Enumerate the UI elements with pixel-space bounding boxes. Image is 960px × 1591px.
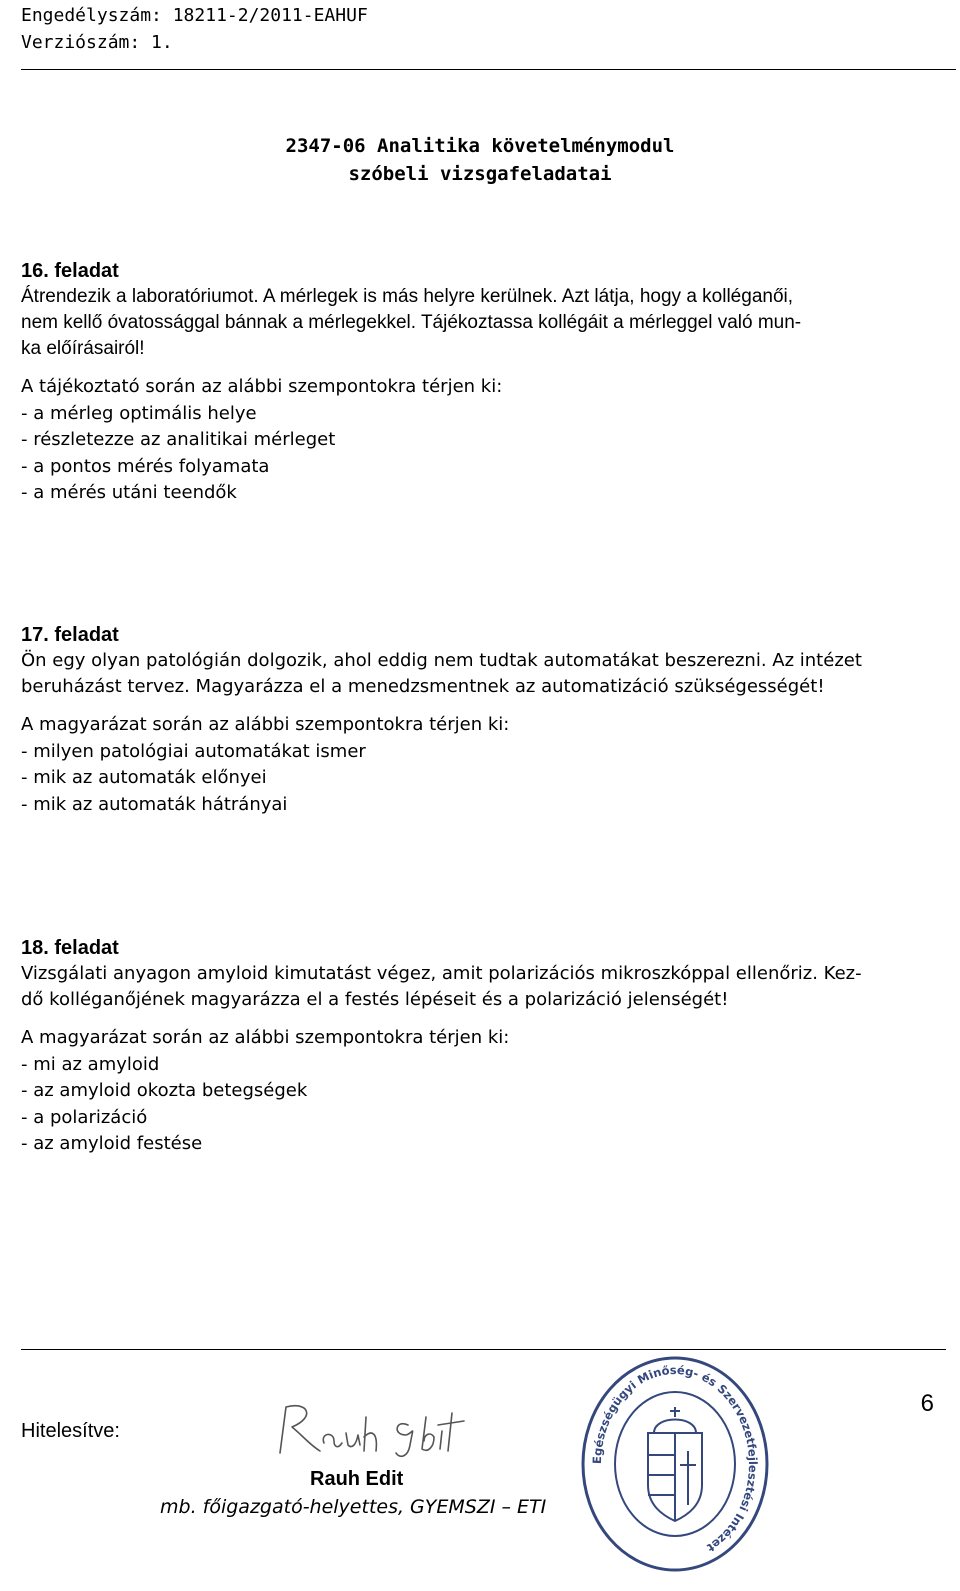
criteria-item: - mi az amyloid bbox=[21, 1053, 160, 1075]
task-description-line: nem kellő óvatossággal bánnak a mérlegekkel. Tájékoztassa kollégáit a mérleggel való mun- bbox=[21, 312, 802, 333]
task-18 bbox=[21, 935, 946, 1158]
criteria-item: - részletezze az analitikai mérleget bbox=[21, 429, 336, 450]
module-title-line-1: 2347-06 Analitika követelménymodul bbox=[285, 135, 675, 157]
task-description-line: Átrendezik a laboratóriumot. A mérlegek is más helyre kerülnek. Azt látja, hogy a kolléganői, bbox=[21, 286, 794, 307]
task-17 bbox=[21, 622, 946, 818]
task-description-line: Vizsgálati anyagon amyloid kimutatást végez, amit polarizációs mikroszkóppal ellenőriz. Kez- bbox=[21, 963, 862, 984]
task-description-line: beruházást tervez. Magyarázza el a menedzsmentnek az automatizáció szükségességét! bbox=[21, 676, 825, 697]
page-number: 6 bbox=[920, 1390, 934, 1417]
criteria-intro: A magyarázat során az alábbi szempontokra térjen ki: bbox=[21, 714, 510, 735]
task-16 bbox=[21, 258, 946, 507]
task-title: 16. feladat bbox=[21, 260, 119, 282]
criteria-list bbox=[21, 1052, 946, 1158]
module-title bbox=[0, 132, 960, 188]
criteria-item: - a pontos mérés folyamata bbox=[21, 455, 270, 477]
criteria-intro: A magyarázat során az alábbi szempontokra térjen ki: bbox=[21, 1027, 510, 1048]
handwritten-signature bbox=[268, 1395, 478, 1465]
footer-divider bbox=[21, 1349, 946, 1350]
seal-text: Egészségügyi Minőség- és Szervezetfejlesztési Intézet bbox=[589, 1362, 761, 1556]
task-criteria bbox=[21, 712, 946, 818]
task-description-line: dő kolléganőjének magyarázza el a festés lépéseit és a polarizáció jelenségét! bbox=[21, 989, 729, 1010]
task-description bbox=[21, 961, 946, 1013]
task-title: 17. feladat bbox=[21, 624, 119, 646]
official-seal bbox=[580, 1355, 770, 1573]
task-description bbox=[21, 284, 946, 362]
criteria-list bbox=[21, 401, 946, 507]
certified-label: Hitelesítve: bbox=[21, 1420, 120, 1442]
criteria-item: - mik az automaták előnyei bbox=[21, 767, 267, 788]
signer-name: Rauh Edit bbox=[310, 1468, 404, 1490]
license-number: Engedélyszám: 18211-2/2011-EAHUF bbox=[21, 5, 368, 26]
criteria-list bbox=[21, 739, 946, 819]
criteria-item: - mik az automaták hátrányai bbox=[21, 793, 288, 815]
criteria-item: - az amyloid festése bbox=[21, 1133, 203, 1154]
task-description bbox=[21, 648, 946, 700]
task-description-line: ka előírásairól! bbox=[21, 338, 145, 359]
task-description-line: Ön egy olyan patológián dolgozik, ahol eddig nem tudtak automatákat beszerezni. Az intézet bbox=[21, 650, 862, 671]
criteria-item: - a mérés utáni teendők bbox=[21, 482, 237, 503]
task-title: 18. feladat bbox=[21, 937, 119, 959]
version-number: Verziószám: 1. bbox=[21, 32, 173, 53]
task-criteria bbox=[21, 1025, 946, 1158]
signer-title: mb. főigazgató-helyettes, GYEMSZI – ETI bbox=[160, 1496, 547, 1518]
criteria-intro: A tájékoztató során az alábbi szempontokra térjen ki: bbox=[21, 376, 503, 397]
criteria-item: - a mérleg optimális helye bbox=[21, 402, 257, 424]
criteria-item: - milyen patológiai automatákat ismer bbox=[21, 740, 366, 762]
criteria-item: - az amyloid okozta betegségek bbox=[21, 1080, 308, 1101]
page-header bbox=[21, 2, 956, 70]
module-title-line-2: szóbeli vizsgafeladatai bbox=[348, 163, 612, 185]
task-criteria bbox=[21, 374, 946, 507]
criteria-item: - a polarizáció bbox=[21, 1106, 148, 1128]
